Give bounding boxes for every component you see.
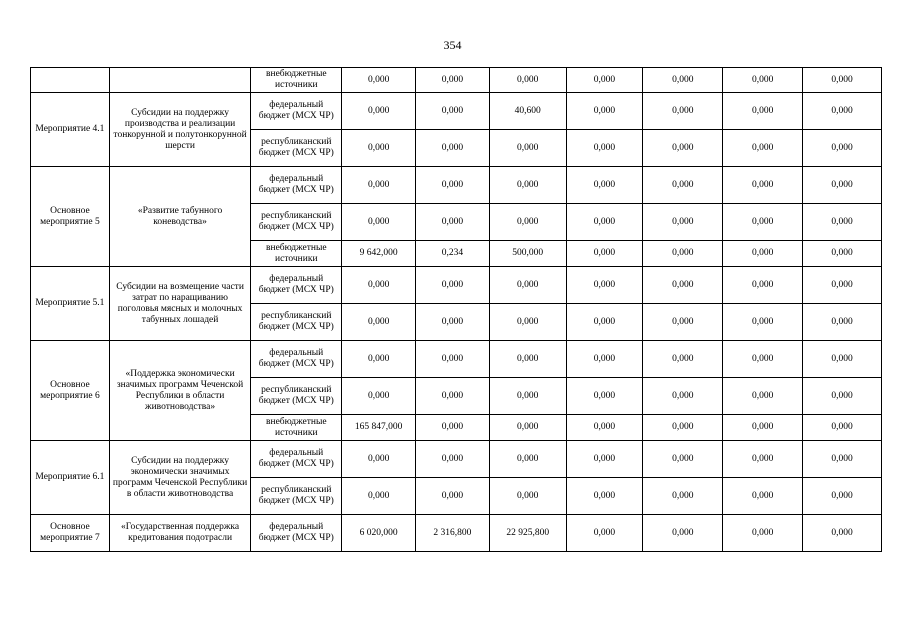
value-cell: 6 020,000 bbox=[342, 515, 416, 552]
value-cell: 0,000 bbox=[416, 378, 490, 415]
value-cell: 0,000 bbox=[643, 130, 723, 167]
value-cell: 0,000 bbox=[566, 478, 643, 515]
value-cell: 0,000 bbox=[342, 478, 416, 515]
activity-cell: Мероприятие 4.1 bbox=[31, 93, 110, 167]
value-cell: 0,000 bbox=[489, 167, 566, 204]
value-cell: 0,000 bbox=[416, 304, 490, 341]
activity-cell: Основное мероприятие 5 bbox=[31, 167, 110, 267]
table-row bbox=[31, 68, 882, 93]
value-cell: 0,000 bbox=[803, 204, 882, 241]
value-cell: 0,000 bbox=[566, 267, 643, 304]
table-row bbox=[31, 441, 882, 478]
value-cell: 0,000 bbox=[643, 241, 723, 267]
funding-source-cell: федеральный бюджет (МСХ ЧР) bbox=[251, 93, 342, 130]
value-cell: 0,000 bbox=[342, 341, 416, 378]
value-cell: 0,000 bbox=[723, 441, 803, 478]
table-row bbox=[31, 267, 882, 304]
value-cell: 0,000 bbox=[489, 204, 566, 241]
value-cell: 0,000 bbox=[416, 130, 490, 167]
description-cell bbox=[109, 68, 250, 93]
value-cell: 40,600 bbox=[489, 93, 566, 130]
activity-cell bbox=[31, 68, 110, 93]
value-cell: 0,000 bbox=[489, 341, 566, 378]
value-cell: 0,000 bbox=[803, 267, 882, 304]
funding-source-cell: республиканский бюджет (МСХ ЧР) bbox=[251, 304, 342, 341]
value-cell: 0,000 bbox=[566, 515, 643, 552]
value-cell: 0,000 bbox=[566, 378, 643, 415]
value-cell: 0,000 bbox=[803, 304, 882, 341]
value-cell: 0,000 bbox=[566, 441, 643, 478]
value-cell: 0,000 bbox=[723, 304, 803, 341]
value-cell: 0,000 bbox=[643, 304, 723, 341]
value-cell: 0,000 bbox=[342, 93, 416, 130]
value-cell: 9 642,000 bbox=[342, 241, 416, 267]
funding-source-cell: внебюджетные источники bbox=[251, 68, 342, 93]
value-cell: 0,000 bbox=[643, 341, 723, 378]
funding-source-cell: республиканский бюджет (МСХ ЧР) bbox=[251, 130, 342, 167]
value-cell: 0,000 bbox=[803, 93, 882, 130]
funding-source-cell: республиканский бюджет (МСХ ЧР) bbox=[251, 478, 342, 515]
value-cell: 0,000 bbox=[803, 515, 882, 552]
value-cell: 0,000 bbox=[643, 204, 723, 241]
value-cell: 0,000 bbox=[803, 130, 882, 167]
value-cell: 0,000 bbox=[489, 378, 566, 415]
activity-cell: Мероприятие 6.1 bbox=[31, 441, 110, 515]
value-cell: 0,000 bbox=[803, 441, 882, 478]
description-cell: Субсидии на поддержку экономически значимых программ Чеченской Республики в области животноводства bbox=[109, 441, 250, 515]
activity-cell: Основное мероприятие 6 bbox=[31, 341, 110, 441]
value-cell: 500,000 bbox=[489, 241, 566, 267]
value-cell: 0,000 bbox=[803, 68, 882, 93]
description-cell: Субсидии на поддержку производства и реализации тонкорунной и полутонкорунной шерсти bbox=[109, 93, 250, 167]
value-cell: 0,000 bbox=[643, 441, 723, 478]
value-cell: 2 316,800 bbox=[416, 515, 490, 552]
value-cell: 0,000 bbox=[723, 68, 803, 93]
value-cell: 0,000 bbox=[723, 267, 803, 304]
value-cell: 0,000 bbox=[723, 478, 803, 515]
description-cell: «Поддержка экономически значимых программ Чеченской Республики в области животноводства» bbox=[109, 341, 250, 441]
value-cell: 0,000 bbox=[803, 341, 882, 378]
value-cell: 0,000 bbox=[566, 130, 643, 167]
value-cell: 22 925,800 bbox=[489, 515, 566, 552]
funding-source-cell: республиканский бюджет (МСХ ЧР) bbox=[251, 378, 342, 415]
value-cell: 0,000 bbox=[803, 167, 882, 204]
value-cell: 0,000 bbox=[342, 378, 416, 415]
value-cell: 0,000 bbox=[723, 378, 803, 415]
value-cell: 0,000 bbox=[643, 68, 723, 93]
value-cell: 0,000 bbox=[489, 441, 566, 478]
value-cell: 0,000 bbox=[489, 478, 566, 515]
value-cell: 0,000 bbox=[416, 415, 490, 441]
page-number: 354 bbox=[443, 38, 462, 52]
value-cell: 0,000 bbox=[803, 478, 882, 515]
value-cell: 0,234 bbox=[416, 241, 490, 267]
value-cell: 0,000 bbox=[566, 167, 643, 204]
value-cell: 0,000 bbox=[489, 304, 566, 341]
activity-cell: Мероприятие 5.1 bbox=[31, 267, 110, 341]
value-cell: 0,000 bbox=[643, 515, 723, 552]
description-cell: «Государственная поддержка кредитования подотрасли bbox=[109, 515, 250, 552]
funding-source-cell: федеральный бюджет (МСХ ЧР) bbox=[251, 341, 342, 378]
value-cell: 0,000 bbox=[643, 93, 723, 130]
value-cell: 0,000 bbox=[723, 415, 803, 441]
value-cell: 0,000 bbox=[342, 304, 416, 341]
value-cell: 0,000 bbox=[723, 204, 803, 241]
value-cell: 0,000 bbox=[723, 341, 803, 378]
value-cell: 0,000 bbox=[416, 478, 490, 515]
value-cell: 0,000 bbox=[643, 478, 723, 515]
table-row bbox=[31, 93, 882, 130]
value-cell: 0,000 bbox=[342, 267, 416, 304]
table-row bbox=[31, 341, 882, 378]
value-cell: 0,000 bbox=[416, 267, 490, 304]
value-cell: 0,000 bbox=[643, 415, 723, 441]
activity-cell: Основное мероприятие 7 bbox=[31, 515, 110, 552]
value-cell: 0,000 bbox=[803, 241, 882, 267]
funding-source-cell: федеральный бюджет (МСХ ЧР) bbox=[251, 441, 342, 478]
value-cell: 0,000 bbox=[723, 93, 803, 130]
description-cell: «Развитие табунного коневодства» bbox=[109, 167, 250, 267]
value-cell: 0,000 bbox=[416, 68, 490, 93]
value-cell: 0,000 bbox=[566, 241, 643, 267]
funding-source-cell: федеральный бюджет (МСХ ЧР) bbox=[251, 515, 342, 552]
value-cell: 0,000 bbox=[566, 304, 643, 341]
value-cell: 0,000 bbox=[566, 93, 643, 130]
funding-source-cell: федеральный бюджет (МСХ ЧР) bbox=[251, 167, 342, 204]
funding-source-cell: внебюджетные источники bbox=[251, 241, 342, 267]
value-cell: 0,000 bbox=[566, 341, 643, 378]
value-cell: 0,000 bbox=[723, 167, 803, 204]
value-cell: 0,000 bbox=[723, 515, 803, 552]
value-cell: 0,000 bbox=[643, 378, 723, 415]
value-cell: 0,000 bbox=[489, 130, 566, 167]
funding-source-cell: республиканский бюджет (МСХ ЧР) bbox=[251, 204, 342, 241]
table-row bbox=[31, 167, 882, 204]
value-cell: 0,000 bbox=[566, 415, 643, 441]
value-cell: 165 847,000 bbox=[342, 415, 416, 441]
value-cell: 0,000 bbox=[416, 341, 490, 378]
value-cell: 0,000 bbox=[342, 167, 416, 204]
value-cell: 0,000 bbox=[723, 241, 803, 267]
value-cell: 0,000 bbox=[342, 130, 416, 167]
description-cell: Субсидии на возмещение части затрат по наращиванию поголовья мясных и молочных табунных лошадей bbox=[109, 267, 250, 341]
value-cell: 0,000 bbox=[342, 68, 416, 93]
value-cell: 0,000 bbox=[643, 167, 723, 204]
value-cell: 0,000 bbox=[803, 415, 882, 441]
value-cell: 0,000 bbox=[566, 68, 643, 93]
budget-table bbox=[30, 67, 882, 552]
value-cell: 0,000 bbox=[342, 204, 416, 241]
value-cell: 0,000 bbox=[566, 204, 643, 241]
value-cell: 0,000 bbox=[723, 130, 803, 167]
value-cell: 0,000 bbox=[643, 267, 723, 304]
value-cell: 0,000 bbox=[803, 378, 882, 415]
value-cell: 0,000 bbox=[416, 167, 490, 204]
value-cell: 0,000 bbox=[416, 204, 490, 241]
value-cell: 0,000 bbox=[489, 267, 566, 304]
table-row bbox=[31, 515, 882, 552]
value-cell: 0,000 bbox=[342, 441, 416, 478]
value-cell: 0,000 bbox=[489, 415, 566, 441]
value-cell: 0,000 bbox=[489, 68, 566, 93]
value-cell: 0,000 bbox=[416, 441, 490, 478]
value-cell: 0,000 bbox=[416, 93, 490, 130]
funding-source-cell: внебюджетные источники bbox=[251, 415, 342, 441]
funding-source-cell: федеральный бюджет (МСХ ЧР) bbox=[251, 267, 342, 304]
